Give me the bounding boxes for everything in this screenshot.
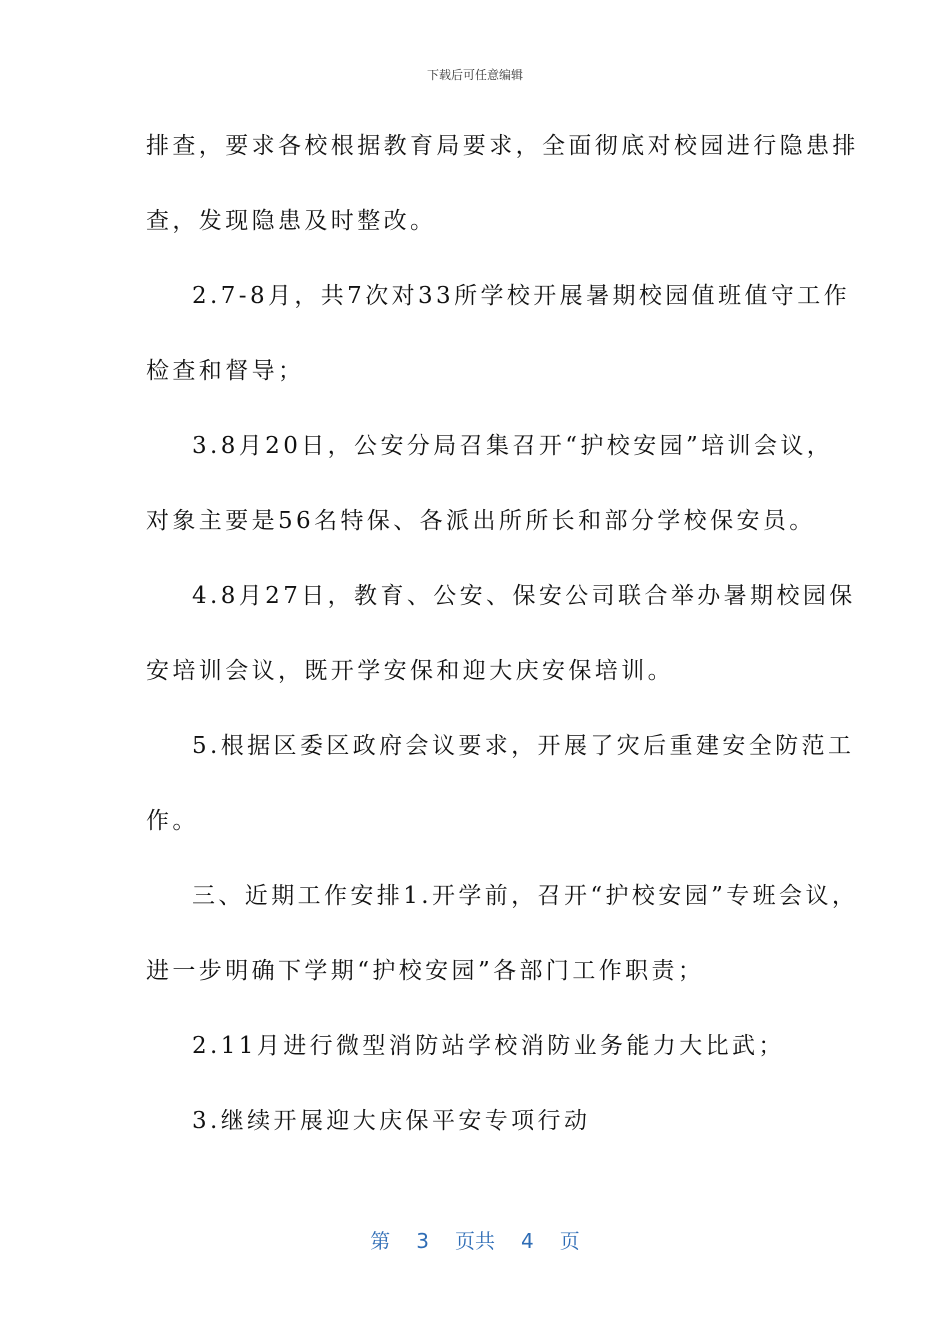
total-pages-number: 4 <box>521 1229 534 1253</box>
body-line: 进一步明确下学期“护校安园”各部门工作职责； <box>146 958 705 984</box>
body-line: 三、近期工作安排1.开学前，召开“护校安园”专班会议， <box>192 883 859 909</box>
body-line: 5.根据区委区政府会议要求，开展了灾后重建安全防范工 <box>192 733 855 759</box>
current-page-number: 3 <box>416 1229 429 1253</box>
footer-prefix: 第 <box>370 1229 391 1253</box>
page-header-note: 下载后可任意编辑 <box>426 68 523 82</box>
footer-suffix: 页 <box>559 1229 580 1253</box>
body-line: 查，发现隐患及时整改。 <box>146 208 437 234</box>
body-line: 2.11月进行微型消防站学校消防业务能力大比武； <box>192 1033 785 1059</box>
body-line: 对象主要是56名特保、各派出所所长和部分学校保安员。 <box>146 508 816 534</box>
body-line: 2.7-8月，共7次对33所学校开展暑期校园值班值守工作 <box>192 283 851 309</box>
body-line: 4.8月27日，教育、公安、保安公司联合举办暑期校园保 <box>192 583 856 609</box>
body-line: 检查和督导； <box>146 358 305 384</box>
page-number-footer <box>0 1225 950 1254</box>
body-line: 3.8月20日，公安分局召集召开“护校安园”培训会议， <box>192 433 834 459</box>
body-line: 作。 <box>146 808 199 834</box>
body-line: 安培训会议，既开学安保和迎大庆安保培训。 <box>146 658 674 684</box>
body-line: 排查，要求各校根据教育局要求，全面彻底对校园进行隐患排 <box>146 133 859 159</box>
body-line: 3.继续开展迎大庆保平安专项行动 <box>192 1108 591 1134</box>
footer-middle: 页共 <box>455 1229 495 1253</box>
